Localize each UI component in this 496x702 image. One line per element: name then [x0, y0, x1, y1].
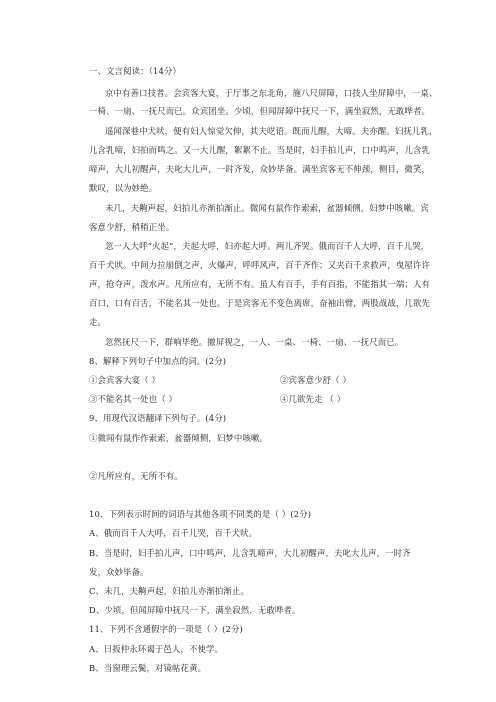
passage-line: 忽然抚尺一下，群响毕绝。撤屏视之，一人、一桌、一椅、一扇、一抚尺而已。: [105, 337, 404, 347]
question-10-option-d: D、少顷，但闻屏障中抚尺一下，满坐寂然，无敢哗者。: [89, 605, 301, 615]
passage-line: 未几，夫齁声起，妇拍儿亦渐拍渐止。微闻有鼠作作索索，盆器倾侧，妇梦中咳嗽。宾: [105, 203, 429, 213]
passage-line: 遥闻深巷中犬吠，便有妇人惊觉欠伸，其夫呓语。既而儿醒，大啼。夫亦醒。妇抚儿乳，: [105, 126, 438, 136]
passage-line: 儿含乳啼，妇拍而鸣之。又一大儿醒，絮絮不止。当是时，妇手拍儿声，口中鸣声，儿含乳: [89, 145, 430, 155]
question-9-item: ①微闻有鼠作作索索，盆器倾侧，妇梦中咳嗽。: [89, 433, 269, 443]
passage-line: 百千犬吠。中间力拉崩倒之声，火爆声，呼呼风声，百千齐作；又夹百千求救声，曳屋许许: [89, 260, 430, 270]
question-8-prompt: 8、解释下列句子中加点的词。(2分): [89, 356, 227, 366]
passage-line: 默叹，以为妙绝。: [89, 183, 158, 193]
passage-line: 一椅、一扇、一抚尺而已。众宾团坐。少顷，但闻屏障中抚尺一下，满坐寂然，无敢哗者。: [89, 106, 430, 116]
question-10-option-b-cont: 发，众妙毕备。: [89, 567, 149, 577]
passage-line: 啼声，大儿初醒声，夫叱大儿声，一时齐发，众妙毕备。满坐宾客无不伸颈，侧目，微笑，: [89, 164, 430, 174]
question-9-item: ②凡所应有，无所不有。: [89, 471, 183, 481]
question-8-item: ④几欲先走 （ ）: [280, 394, 346, 404]
question-10-option-c: C、未几，夫齁声起，妇拍儿亦渐拍渐止。: [89, 586, 250, 596]
question-8-item: ②宾客意少舒（ ）: [280, 375, 352, 385]
passage-line: 客意少舒，稍稍正坐。: [89, 222, 175, 232]
section-title: 一、文言阅读：（14分）: [89, 66, 182, 76]
question-10-option-a: A、俄而百千人大呼，百千儿哭，百千犬吠。: [89, 528, 258, 538]
passage-line: 忽一人大呼“火起”，夫起大呼，妇亦起大呼。两儿齐哭。俄而百千人大呼，百千儿哭，: [105, 241, 430, 251]
question-11-prompt: 11、下列不含通假字的一项是（ ）(2分): [89, 624, 243, 634]
question-8-item: ③不能名其一处也（ ）: [89, 394, 178, 404]
question-8-item: ①会宾客大宴（ ）: [89, 375, 161, 385]
question-9-prompt: 9、用现代汉语翻译下列句子。(4分): [89, 413, 227, 423]
passage-line: 京中有善口技者。会宾客大宴，于厅事之东北角，施八尺屏障，口技人坐屏障中，一桌、: [105, 88, 438, 98]
question-11-option-b: B、当窗理云鬓，对镜帖花黄。: [89, 663, 207, 673]
passage-line: 走。: [89, 317, 107, 327]
question-10-prompt: 10、下列表示时间的词语与其他各项不同类的是（ ）(2分): [89, 509, 312, 519]
passage-line: 声，抢夺声，泼水声。凡所应有，无所不有。虽人有百手，手有百指，不能指其一端；人有: [89, 279, 430, 289]
passage-line: 百口，口有百舌，不能名其一处也。于是宾客无不变色离席，奋袖出臂，两股战战，几欲先: [89, 298, 430, 308]
question-11-option-a: A、日扳仲永环谒于邑人，不使学。: [89, 644, 224, 654]
question-10-option-b: B、当是时，妇手拍儿声，口中鸣声，儿含乳啼声，大儿初醒声，夫叱大儿声，一时齐: [89, 548, 411, 558]
